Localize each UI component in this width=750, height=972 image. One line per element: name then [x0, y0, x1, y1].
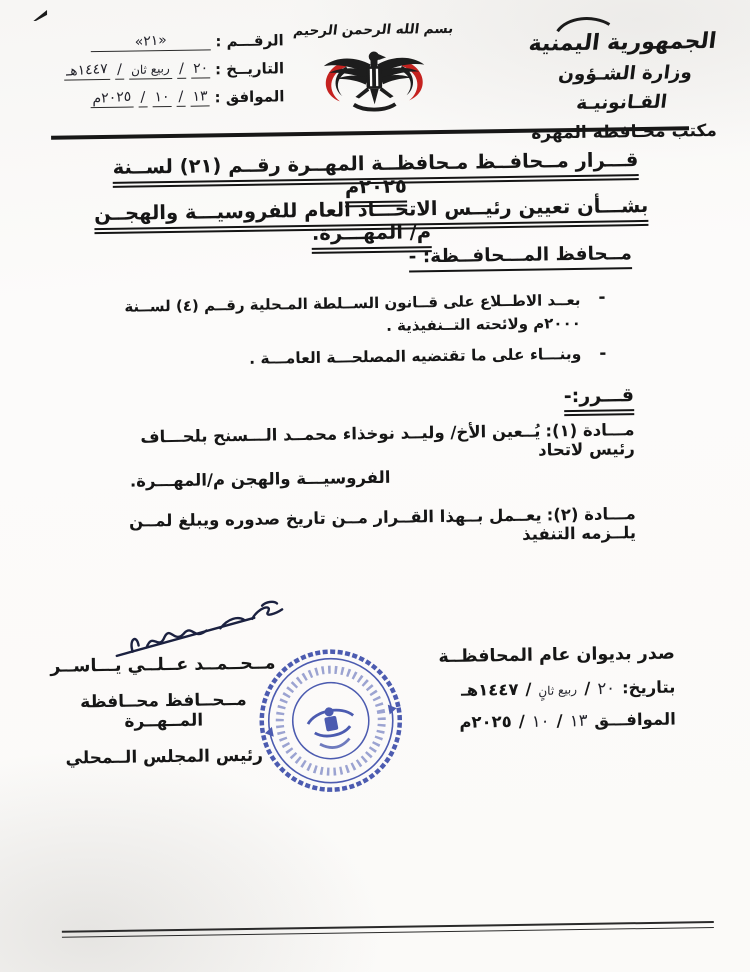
ref-hijri-date-row — [22, 59, 284, 81]
ref-match-sep2: / — [138, 89, 147, 107]
scan-artifact-mark — [33, 10, 47, 21]
issuance-block — [405, 644, 676, 733]
dash-bullet: - — [599, 343, 607, 364]
ref-date-day: ٢٠ — [191, 60, 210, 78]
ref-match-year: ٢٠٢٥م — [90, 90, 133, 109]
ref-number-value: «٢١» — [90, 32, 210, 52]
preamble-item-2 — [106, 345, 606, 371]
dash-bullet: - — [598, 287, 606, 308]
issuance-match-year: ٢٠٢٥م — [459, 712, 512, 732]
ref-match-day: ١٣ — [190, 88, 209, 106]
ref-match-label: الموافق : — [214, 87, 285, 107]
header-center — [288, 21, 459, 126]
signatory-name: مــحــمــد عــلــي يـــاســر — [50, 653, 276, 677]
signatory-role-governor: مــحــافظ محــافظة المــهــرة — [80, 689, 247, 732]
preamble-item-1-text: بعــد الاطــلاع على قــانون الســلطة المـحلية رقــم (٤) لســنة ٢٠٠٠م ولائحته التــنفيذية . — [124, 290, 581, 335]
reference-block — [22, 31, 285, 109]
preamble-item-1 — [105, 289, 606, 341]
ref-date-month: ربيع ثان — [129, 61, 172, 80]
article-1-label: مـــادة (١): — [545, 420, 635, 441]
article-1-line2 — [100, 467, 420, 491]
article-2-label: مـــادة (٢): — [546, 504, 636, 525]
issuance-date-label: بتاريخ: — [621, 677, 676, 698]
ref-date-label: التاريــخ : — [214, 59, 285, 79]
article-1-text: يُــعين الأخ/ وليــد نوخذاء محمــد الـــسنح بلحـــاف رئيس لاتحاد — [140, 421, 635, 460]
slash-sep: / — [518, 711, 525, 731]
masthead-office: مكتب محـافظة المهرة — [531, 121, 718, 145]
slash-sep: / — [525, 679, 532, 699]
masthead-ministry: وزارة الشـؤون القـانونيـة — [557, 62, 694, 114]
issuance-date-day: ٢٠ — [597, 677, 616, 699]
ref-greg-date-row — [22, 87, 284, 109]
official-stamp-icon — [243, 633, 419, 809]
yemen-coat-of-arms-icon — [304, 41, 445, 121]
masthead-country: الجمهورية اليمنية — [527, 28, 719, 57]
official-stamp — [243, 633, 419, 809]
bismillah-text: بسم الله الرحمن الرحيم — [292, 20, 455, 40]
article-1-continuation: الفروسيـــة والهجن م/المهـــرة. — [129, 467, 391, 491]
issuance-date-year: ١٤٤٧هـ — [460, 679, 519, 700]
issuance-date-month: ربيع ثانٍ — [538, 681, 578, 699]
footer-rule — [62, 921, 714, 938]
ref-match-sep: / — [176, 89, 185, 107]
slash-sep: / — [556, 711, 563, 731]
ref-number-row — [22, 31, 284, 53]
issuance-greg-date-row — [406, 710, 676, 733]
preamble-heading: مــحافظ المـــحافــظة: - — [409, 243, 632, 267]
article-1-line1 — [104, 420, 635, 466]
governor-signature — [102, 597, 293, 662]
ref-date-sep: / — [177, 61, 186, 79]
ref-match-month: ١٠ — [152, 89, 171, 107]
article-2-line — [96, 504, 637, 550]
issuance-match-label: الموافـــق — [594, 709, 676, 730]
issuance-hijri-date-row — [405, 678, 675, 701]
ref-date-sep2: / — [115, 62, 124, 80]
issuance-match-day: ١٣ — [569, 710, 588, 731]
issuance-match-month: ١٠ — [531, 710, 550, 732]
decree-title-line1: قـــرار مــحافــظ مـحافظــة المهــرة رقــم (٢١) لســنة ٢٠٢٥م — [105, 148, 646, 202]
decree-title-line2: بشـــأن تعيين رئيــس الاتحـــاد العام للفروسيـــة والهجــن م/ المهـــرة. — [91, 194, 652, 248]
slash-sep: / — [584, 678, 591, 698]
preamble-item-2-text: وبنـــاء على ما تقتضيه المصلحـــة العامـــة . — [249, 344, 582, 368]
article-2-text: يعــمل بــهذا القــرار مــن تاريخ صدوره ويبلغ لمــن يلــزمه التنفيذ — [128, 505, 637, 544]
ref-date-year: ١٤٤٧هـ — [64, 62, 110, 81]
decided-heading: قـــرر:- — [564, 384, 634, 407]
ref-number-label: الرقـــم : — [215, 31, 284, 51]
signatory-role-council: رئيس المجلس الــمحلي — [65, 745, 264, 769]
issued-at-line: صدر بديوان عام المحافظــة — [438, 643, 675, 668]
